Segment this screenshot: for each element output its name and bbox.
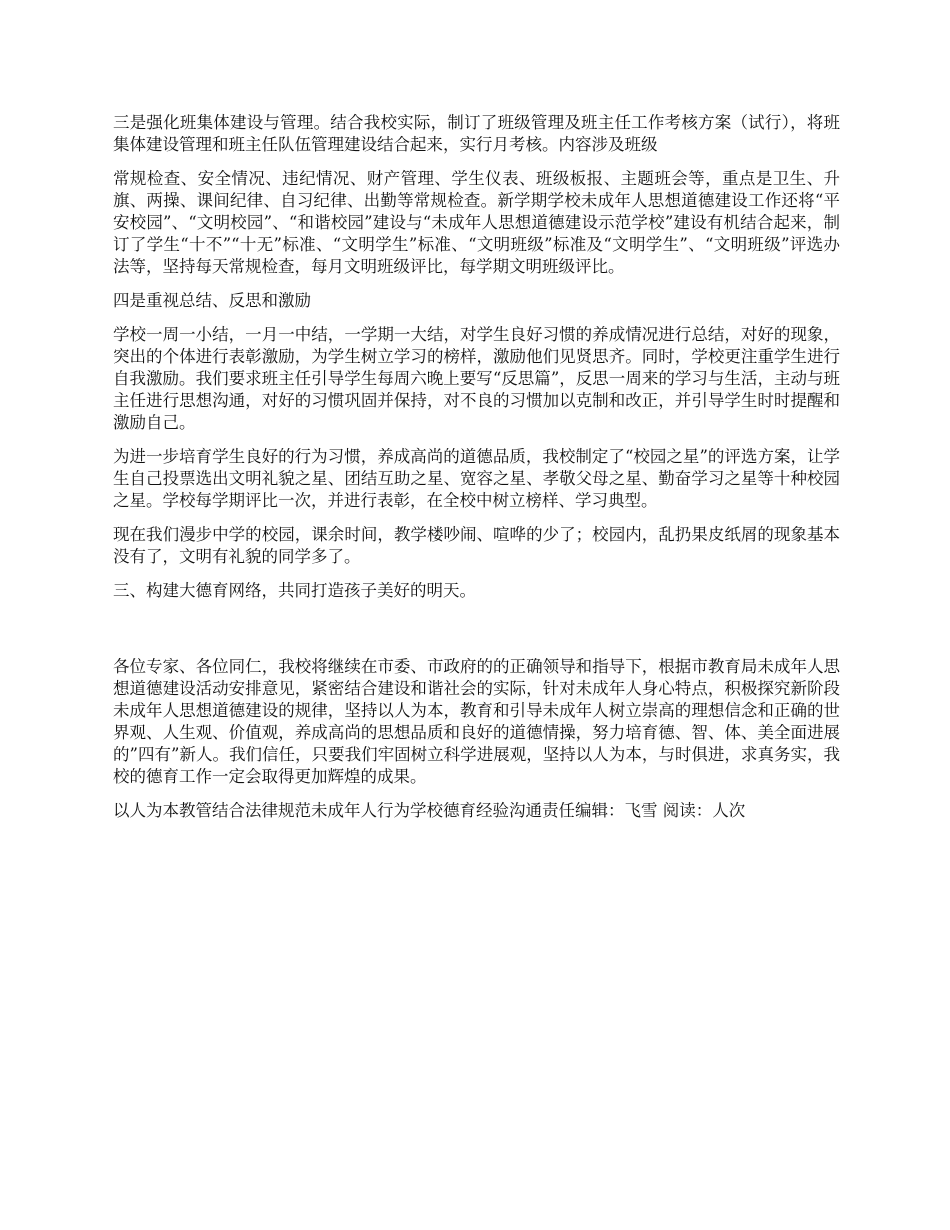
heading-summary-reflection: 四是重视总结、反思和激励 [113, 291, 311, 310]
paragraph-campus-now: 现在我们漫步中学的校园，课余时间，教学楼吵闹、喧哗的少了；校园内，乱扔果皮纸屑的现象基本没有了，文明有礼貌的同学多了。 [113, 525, 840, 566]
heading-moral-network: 三、构建大德育网络，共同打造孩子美好的明天。 [113, 581, 476, 600]
blank-space [113, 614, 840, 656]
paragraph-routine-checks: 常规检查、安全情况、违纪情况、财产管理、学生仪表、班级板报、主题班会等，重点是卫生、升旗、两操、课间纪律、自习纪律、出勤等常规检查。新学期学校未成年人思想道德建设工作还将“平安校园”、“文明校园”、“和谐校园”建设与“未成年人思想道德建设示范学校”建设有机结合起来，制订了学生“十不”“十无”标准、“文明学生”标准、“文明班级”标准及“文明学生”、“文明班级”评选办法等，坚持每天常规检查，每月文明班级评比，每学期文明班级评比。 [113, 169, 840, 276]
document-page [113, 112, 840, 834]
paragraph-summaries: 学校一周一小结，一月一中结，一学期一大结，对学生良好习惯的养成情况进行总结，对好的现象，突出的个体进行表彰激励，为学生树立学习的榜样，激励他们见贤思齐。同时，学校更注重学生进行自我激励。我们要求班主任引导学生每周六晚上要写“反思篇”，反思一周来的学习与生活，主动与班主任进行思想沟通，对好的习惯巩固并保持，对不良的习惯加以克制和改正，并引导学生时时提醒和激励自己。 [113, 325, 840, 432]
paragraph-campus-stars: 为进一步培育学生良好的行为习惯，养成高尚的道德品质，我校制定了“校园之星”的评选方案，让学生自己投票选出文明礼貌之星、团结互助之星、宽容之星、孝敬父母之星、勤奋学习之星等十种校园之星。学校每学期评比一次，并进行表彰，在全校中树立榜样、学习典型。 [113, 447, 840, 510]
footer-line: 以人为本教管结合法律规范未成年人行为学校德育经验沟通责任编辑：飞雪 阅读：人次 [113, 801, 746, 820]
paragraph-class-management: 三是强化班集体建设与管理。结合我校实际，制订了班级管理及班主任工作考核方案（试行），将班集体建设管理和班主任队伍管理建设结合起来，实行月考核。内容涉及班级 [113, 113, 840, 154]
paragraph-conclusion: 各位专家、各位同仁，我校将继续在市委、市政府的的正确领导和指导下，根据市教育局未成年人思想道德建设活动安排意见，紧密结合建设和谐社会的实际，针对未成年人身心特点，积极探究新阶段未成年人思想道德建设的规律，坚持以人为本，教育和引导未成年人树立崇高的理想信念和正确的世界观、人生观、价值观，养成高尚的思想品质和良好的道德情操，努力培育德、智、体、美全面进展的”四有”新人。我们信任，只要我们牢固树立科学进展观，坚持以人为本，与时俱进，求真务实，我校的德育工作一定会取得更加辉煌的成果。 [113, 657, 840, 786]
